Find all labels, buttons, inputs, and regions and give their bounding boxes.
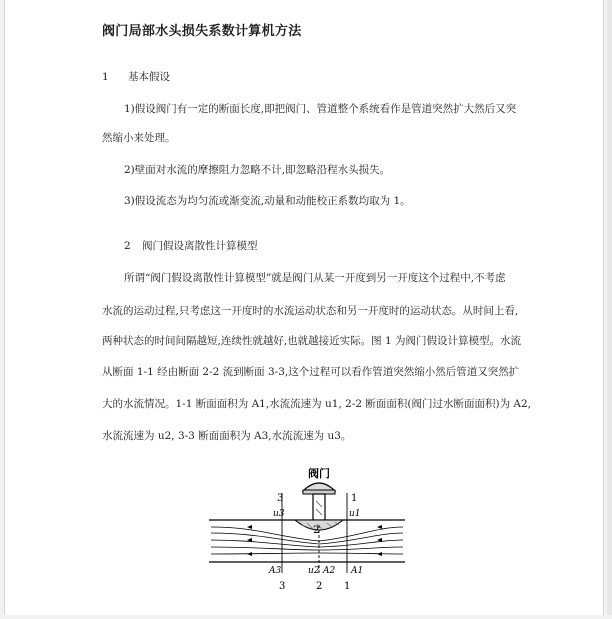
section-3-top-label: 3 (277, 493, 284, 504)
section-2-number: 2 (124, 240, 131, 252)
paragraph-line: 3)假设流态为均匀流或渐变流,动量和动能校正系数均取为 1。 (124, 195, 411, 207)
A3-label: A3 (269, 566, 282, 576)
document-page (4, 0, 604, 615)
section-1-heading (102, 69, 170, 84)
valve-label: 阀门 (308, 467, 330, 480)
paragraph-line: 两种状态的时间间隔越短,连续性就越好,也就越接近实际。图 1 为阀门假设计算模型。水流 (102, 335, 522, 347)
A2-label: A2 (323, 566, 336, 576)
streamlines (211, 527, 403, 554)
paragraph-line: 水流流速为 u2, 3-3 断面面积为 A3,水流流速为 u3。 (102, 430, 352, 442)
valve-diagram (207, 465, 407, 615)
u3-label: u3 (273, 509, 285, 519)
section-2-mid-label: 2 (313, 525, 320, 536)
section-1-top-label: 1 (351, 493, 358, 504)
paragraph-line: 1)假设阀门有一定的断面长度,即把阀门、管道整个系统看作是管道突然扩大然后又突 (124, 103, 517, 115)
paragraph-line: 然缩小来处理。 (102, 132, 176, 144)
section-1-bottom-label: 1 (344, 581, 351, 592)
section-1-title: 基本假设 (128, 71, 170, 83)
u2-label: u2 (308, 566, 320, 576)
paragraph-line: 大的水流情况。1-1 断面面积为 A1,水流流速为 u1, 2-2 断面面积(阀门过水断面面积)为 A2, (102, 398, 532, 410)
scrollbar[interactable] (607, 0, 612, 615)
section-2-bottom-label: 2 (316, 581, 323, 592)
document-title: 阀门局部水头损失系数计算机方法 (102, 24, 302, 39)
valve-model-figure (207, 465, 407, 615)
paragraph-line: 水流的运动过程,只考虑这一开度时的水流运动状态和另一开度时的运动状态。从时间上看, (102, 305, 519, 317)
section-3-bottom-label: 3 (279, 581, 286, 592)
section-2-heading (124, 238, 258, 253)
section-2-title: 阀门假设离散性计算模型 (142, 240, 258, 252)
valve-cap-base (303, 490, 335, 494)
paragraph-line: 所谓“阀门假设离散性计算模型”就是阀门从某一开度到另一开度这个过程中,不考虑 (124, 272, 506, 284)
paragraph-line: 从断面 1-1 经由断面 2-2 流到断面 3-3,这个过程可以看作管道突然缩小然后管道又突然扩 (102, 366, 520, 378)
paragraph-line: 2)壁面对水流的摩擦阻力忽略不计,即忽略沿程水头损失。 (124, 164, 391, 176)
u1-label: u1 (349, 509, 361, 519)
section-1-number: 1 (102, 71, 109, 83)
A1-label: A1 (351, 566, 364, 576)
